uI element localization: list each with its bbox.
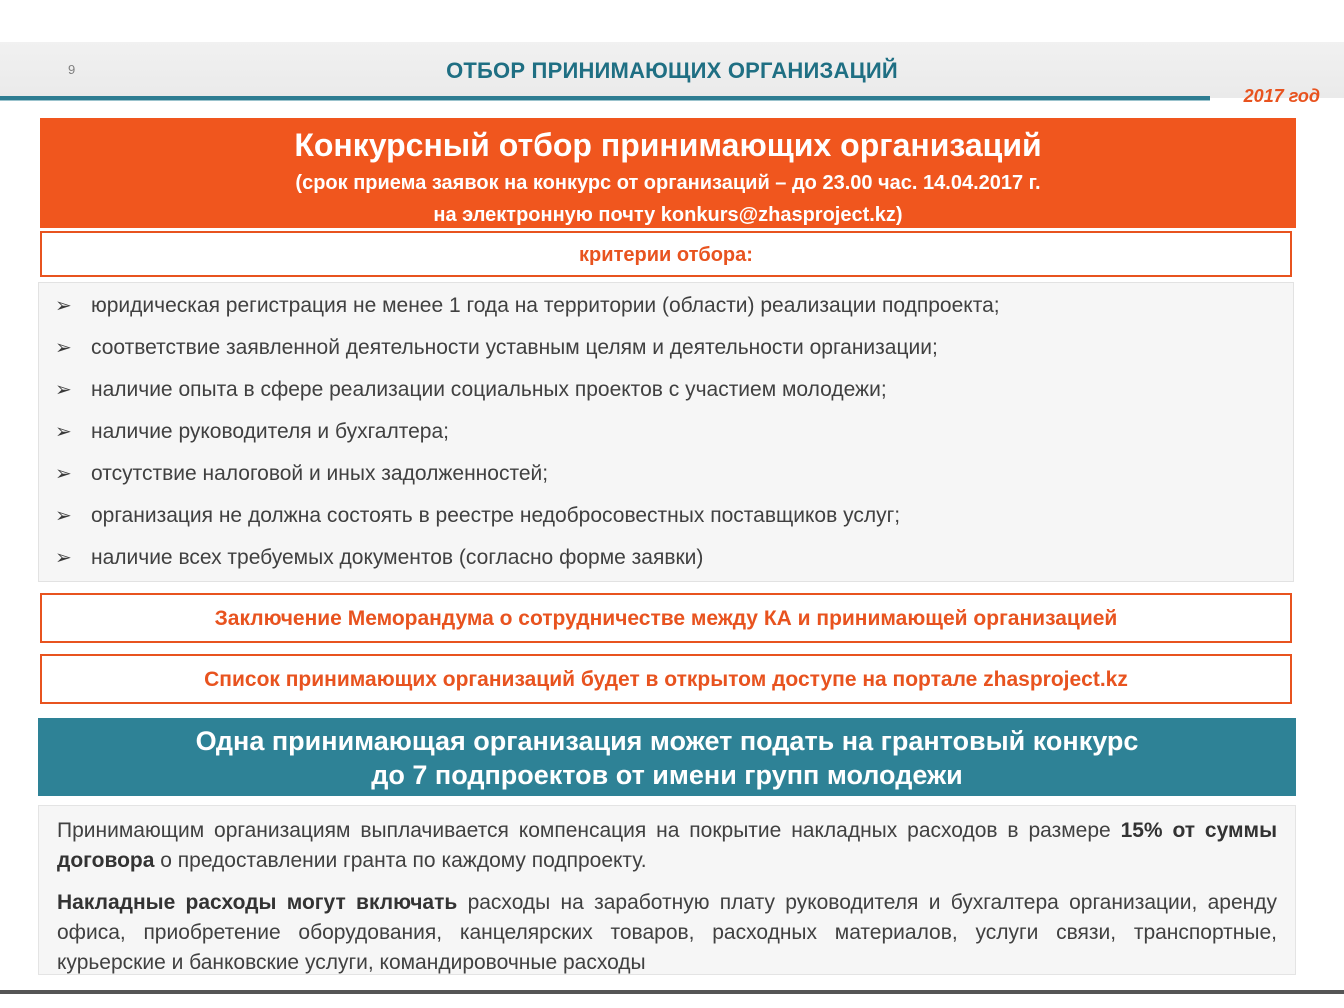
list-item: ➢ наличие руководителя и бухгалтера; (55, 420, 449, 443)
list-item: ➢ наличие всех требуемых документов (согласно форме заявки) (55, 546, 704, 569)
grant-line-1: Одна принимающая организация может подать на грантовый конкурс (195, 726, 1139, 756)
arrow-bullet-icon: ➢ (55, 463, 72, 485)
list-item: ➢ юридическая регистрация не менее 1 года на территории (области) реализации подпроекта; (55, 294, 1000, 317)
compensation-paragraph: Принимающим организациям выплачивается компенсация на покрытие накладных расходов в размере 15% от суммы договора о предоставлении гранта по каждому подпроекту. (57, 819, 1278, 872)
contest-email: на электронную почту konkurs@zhasproject.kz) (433, 204, 903, 226)
compensation-rate: 15% от суммы договора (57, 819, 1278, 872)
footer-divider (0, 990, 1344, 994)
header-divider-thin (0, 100, 1210, 101)
arrow-bullet-icon: ➢ (55, 295, 72, 317)
list-item: ➢ соответствие заявленной деятельности уставным целям и деятельности организации; (55, 336, 938, 359)
overhead-paragraph: Накладные расходы могут включать расходы на заработную плату руководителя и бухгалтера организации, аренду офиса, приобретение оборудования, канцелярских товаров, расходных материалов, услуги связи, транспортные, курьерские и банковские услуги, командировочные расходы (57, 891, 1277, 974)
grant-line-2: до 7 подпроектов от имени групп молодежи (371, 760, 963, 790)
contest-deadline: (срок приема заявок на конкурс от организаций – до 23.00 час. 14.04.2017 г. (295, 172, 1041, 194)
list-item: ➢ организация не должна состоять в реестре недобросовестных поставщиков услуг; (55, 504, 901, 527)
page-number: 9 (68, 62, 76, 77)
portal-list-box: Список принимающих организаций будет в открытом доступе на портале zhasproject.kz (40, 654, 1292, 704)
arrow-bullet-icon: ➢ (55, 505, 72, 527)
criteria-heading: критерии отбора: (40, 231, 1292, 277)
contest-title: Конкурсный отбор принимающих организаций (294, 127, 1042, 163)
grant-banner (38, 718, 1296, 796)
criteria-list (38, 282, 1294, 582)
list-item: ➢ наличие опыта в сфере реализации социальных проектов с участием молодежи; (55, 378, 887, 401)
slide-title: ОТБОР ПРИНИМАЮЩИХ ОРГАНИЗАЦИЙ (446, 58, 898, 83)
compensation-panel (38, 805, 1296, 975)
arrow-bullet-icon: ➢ (55, 337, 72, 359)
arrow-bullet-icon: ➢ (55, 421, 72, 443)
arrow-bullet-icon: ➢ (55, 379, 72, 401)
list-item: ➢ отсутствие налоговой и иных задолженностей; (55, 462, 549, 485)
year-label: 2017 год (1243, 86, 1320, 106)
memorandum-box: Заключение Меморандума о сотрудничестве между КА и принимающей организацией (40, 593, 1292, 643)
arrow-bullet-icon: ➢ (55, 547, 72, 569)
overhead-label: Накладные расходы могут включать (57, 891, 458, 914)
contest-banner (40, 118, 1296, 228)
